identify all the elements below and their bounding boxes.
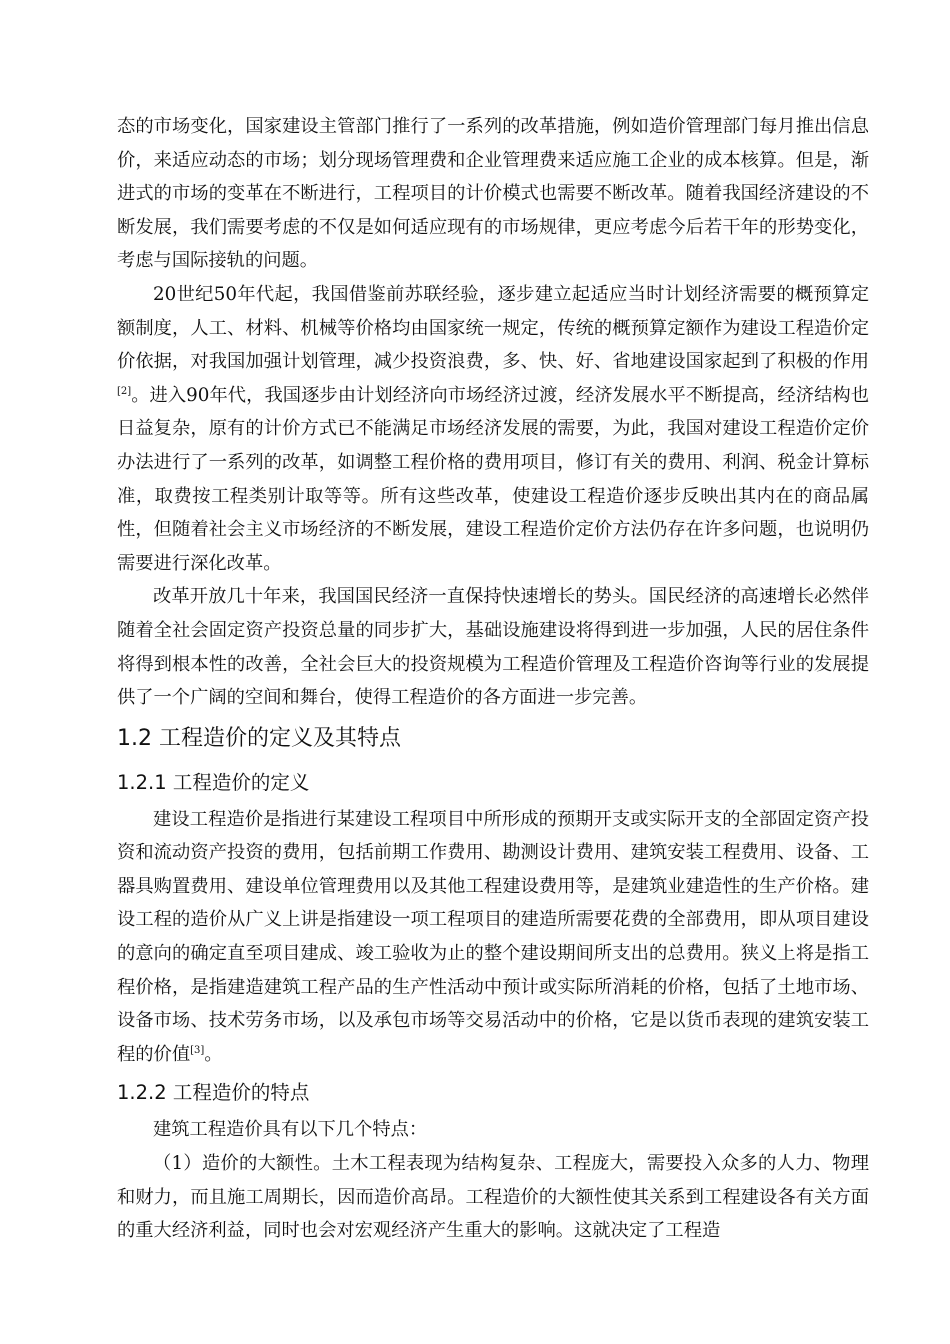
paragraph-definition-text-a: 建设工程造价是指进行某建设工程项目中所形成的预期开支或实际开支的全部固定资产投资和流动资产投资的费用，包括前期工作费用、勘测设计费用、建筑安装工程费用、设备、工器具购置费用、建设单位管理费用以及其他工程建设费用等，是建筑业建造性的生产价格。建设工程的造价从广义上讲是指建设一项工程项目的建造所需要花费的全部费用，即从项目建设的意向的确定直至项目建成、竣工验收为止的整个建设期间所支出的总费用。狭义上将是指工程价格，是指建造建筑工程产品的生产性活动中预计或实际所消耗的价格，包括了土地市场、设备市场、技术劳务市场，以及承包市场等交易活动中的价格，它是以货币表现的建筑安装工程的价值: [117, 808, 869, 1065]
section-heading-1-2-1: 1.2.1 工程造价的定义: [117, 770, 310, 794]
paragraph-history-text-a: 20世纪50年代起，我国借鉴前苏联经验，逐步建立起适应当时计划经济需要的概预算定额制度，人工、材料、机械等价格均由国家统一规定，传统的概预算定额作为建设工程造价定价依据，对我国加强计划管理，减少投资浪费，多、快、好、省地建设国家起到了积极的作用: [117, 283, 869, 373]
paragraph-definition-text-b: 。: [204, 1043, 223, 1065]
section-heading-1-2: 1.2 工程造价的定义及其特点: [117, 725, 401, 751]
citation-ref-3: [3]: [190, 1044, 205, 1056]
paragraph-market-changes: 态的市场变化，国家建设主管部门推行了一系列的改革措施，例如造价管理部门每月推出信息价，来适应动态的市场；划分现场管理费和企业管理费来适应施工企业的成本核算。但是，渐进式的市场的变革在不断进行，工程项目的计价模式也需要不断改革。随着我国经济建设的不断发展，我们需要考虑的不仅是如何适应现有的市场规律，更应考虑今后若干年的形势变化，考虑与国际接轨的问题。: [117, 116, 869, 272]
paragraph-feature-1: （1）造价的大额性。土木工程表现为结构复杂、工程庞大，需要投入众多的人力、物理和财力，而且施工周期长，因而造价高昂。工程造价的大额性使其关系到工程建设各有关方面的重大经济利益，同时也会对宏观经济产生重大的影响。这就决定了工程造: [117, 1153, 869, 1242]
section-heading-1-2-2: 1.2.2 工程造价的特点: [117, 1081, 310, 1105]
paragraph-definition: [117, 803, 869, 1072]
paragraph-history: [117, 278, 869, 580]
paragraph-history-text-b: 。进入90年代，我国逐步由计划经济向市场经济过渡，经济发展水平不断提高，经济结构也日益复杂，原有的计价方式已不能满足市场经济发展的需要，为此，我国对建设工程造价定价办法进行了一系列的改革，如调整工程价格的费用项目，修订有关的费用、利润、税金计算标准，取费按工程类别计取等等。所有这些改革，使建设工程造价逐步反映出其内在的商品属性，但随着社会主义市场经济的不断发展，建设工程造价定价方法仍存在许多问题，也说明仍需要进行深化改革。: [117, 384, 869, 574]
paragraph-features-intro: 建筑工程造价具有以下几个特点：: [153, 1119, 428, 1141]
citation-ref-2: [2]: [117, 385, 132, 397]
paragraph-reform: 改革开放几十年来，我国国民经济一直保持快速增长的势头。国民经济的高速增长必然伴随着全社会固定资产投资总量的同步扩大，基础设施建设将得到进一步加强，人民的居住条件将得到根本性的改善，全社会巨大的投资规模为工程造价管理及工程造价咨询等行业的发展提供了一个广阔的空间和舞台，使得工程造价的各方面进一步完善。: [117, 586, 869, 709]
document-page: [117, 110, 869, 1248]
